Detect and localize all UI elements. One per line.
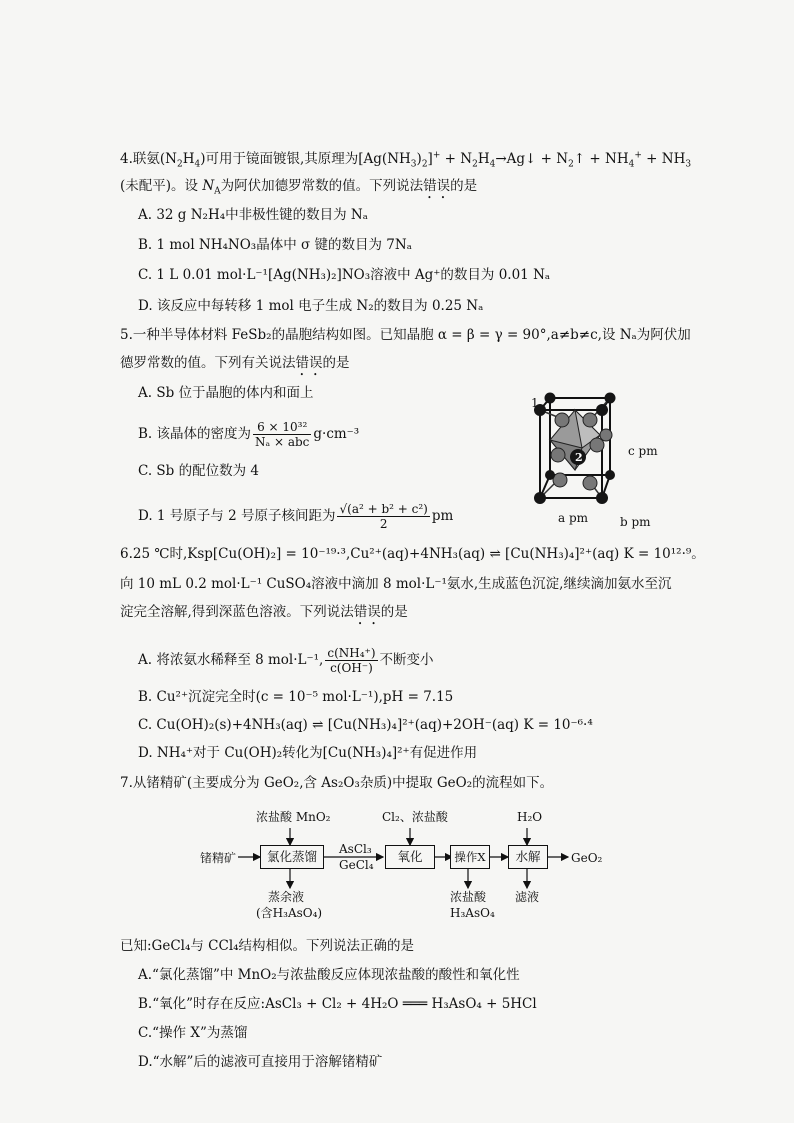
q5-line2-a: 德罗常数的值。下列有关说法 — [120, 355, 296, 371]
q6-option-d: D. NH₄⁺对于 Cu(OH)₂转化为[Cu(NH₃)₄]²⁺有促进作用 — [138, 745, 478, 761]
flow-box-chlorination: 氯化蒸馏 — [260, 845, 324, 869]
flow-out3b: H₃AsO₄ — [450, 906, 495, 920]
q5-emph-word: 错误 — [295, 355, 323, 371]
q4-stem-line1: 4.联氨$(N_2H_4)$可用于镜面镀银,其原理为$[Ag(NH_3)_2]^+$ + $N_2H_4\to Ag↓$ + $N_2↑ + NH_4^+ + NH_3$ — [120, 150, 692, 170]
q7-option-c: C.“操作 X”为蒸馏 — [138, 1025, 248, 1041]
q6-a-den: c(OH⁻) — [330, 661, 373, 675]
flow-box-hydrolysis: 水解 — [508, 845, 548, 869]
q4-line2-b: 为阿伏加德罗常数的值。下列说法 — [220, 178, 424, 194]
q5-option-c: C. Sb 的配位数为 4 — [138, 463, 259, 479]
q6-option-c: C. Cu(OH)₂(s)+4NH₃(aq) ⇌ [Cu(NH₃)₄]²⁺(aq)+2OH⁻(aq) K = 10⁻⁶·⁴ — [138, 717, 593, 733]
q5-d-pre: D. 1 号原子与 2 号原子核间距为 — [138, 508, 336, 524]
q4-stem-line2: (未配平)。设 $N_A$为阿伏加德罗常数的值。下列说法错误的是 — [120, 178, 478, 197]
flow-mid1a: AsCl₃ — [339, 842, 372, 856]
q5-stem-line2 — [120, 354, 350, 379]
q4-option-d: D. 该反应中每转移 1 mol 电子生成 N₂的数目为 0.25 Nₐ — [138, 298, 484, 314]
q5-b-num: 6 × 10³² — [253, 420, 311, 435]
q5-stem-line1: 5.一种半导体材料 FeSb₂的晶胞结构如图。已知晶胞 α = β = γ = 90°,a≠b≠c,设 Nₐ为阿伏加 — [120, 327, 691, 343]
q5-b-pre: B. 该晶体的密度为 — [138, 426, 252, 442]
q5-d-fraction — [337, 502, 429, 531]
q4-stem-a: 4.联氨(N — [120, 151, 177, 167]
q7-option-d: D.“水解”后的滤液可直接用于溶解锗精矿 — [138, 1054, 383, 1070]
q4-stem-d: ↑ + NH — [573, 151, 629, 167]
flow-box-operation-x: 操作X — [450, 845, 490, 869]
q5-option-a: A. Sb 位于晶胞的体内和面上 — [138, 385, 314, 401]
flow-box-oxidation: 氧化 — [385, 845, 435, 869]
q6-line3-c: 的是 — [380, 604, 408, 620]
q4-option-c: C. 1 L 0.01 mol·L⁻¹[Ag(NH₃)₂]NO₃溶液中 Ag⁺的数目为 0.01 Nₐ — [138, 267, 551, 283]
q5-b-fraction — [253, 420, 311, 449]
q6-stem-line1: 6.25 ℃时,Ksp[Cu(OH)₂] = 10⁻¹⁹·³,Cu²⁺(aq)+4NH₃(aq) ⇌ [Cu(NH₃)₄]²⁺(aq) K = 10¹²·⁹。 — [120, 546, 705, 562]
flow-reagent1: 浓盐酸 MnO₂ — [256, 810, 331, 824]
atom-label-2: 2 — [575, 451, 583, 464]
q5-line2-c: 的是 — [322, 355, 350, 371]
atom-label-1: 1 — [531, 396, 539, 410]
q5-b-den: Nₐ × abc — [255, 435, 310, 449]
q4-line2-c: 的是 — [450, 178, 478, 194]
q4-emph-word: 错误 — [423, 178, 451, 194]
q5-option-b — [138, 420, 359, 449]
axis-label-c: c pm — [628, 444, 658, 458]
q5-d-den: 2 — [379, 517, 388, 531]
q7-known: 已知:GeCl₄与 CCl₄结构相似。下列说法正确的是 — [120, 938, 415, 954]
q4-stem-b: H — [182, 151, 195, 167]
q4-stem-c: )可用于镜面镀银,其原理为[Ag(NH — [200, 151, 411, 167]
q6-stem-line3 — [120, 603, 408, 628]
q6-line3-a: 淀完全溶解,得到深蓝色溶液。下列说法 — [120, 604, 354, 620]
flow-product: GeO₂ — [571, 851, 603, 865]
flow-diagram — [200, 800, 620, 925]
crystal-cell-figure — [520, 380, 670, 530]
q4-option-b: B. 1 mol NH₄NO₃晶体中 σ 键的数目为 7Nₐ — [138, 237, 412, 253]
q6-option-a — [138, 646, 434, 675]
q6-option-b: B. Cu²⁺沉淀完全时(c = 10⁻⁵ mol·L⁻¹),pH = 7.15 — [138, 689, 454, 705]
axis-label-b: b pm — [620, 515, 651, 529]
q5-b-post: g·cm⁻³ — [313, 426, 360, 442]
q6-a-fraction — [325, 646, 377, 675]
flow-residue1b: (含H₃AsO₄) — [256, 906, 323, 920]
axis-label-a: a pm — [558, 511, 589, 525]
q5-d-num: √(a² + b² + c²) — [339, 502, 428, 516]
flow-input: 锗精矿 — [200, 851, 237, 865]
q4-option-a: A. 32 g N₂H₄中非极性键的数目为 Nₐ — [138, 207, 368, 223]
q4-line2-a: (未配平)。设 — [120, 178, 203, 194]
q6-a-post: 不断变小 — [379, 652, 434, 668]
q5-d-post: pm — [431, 508, 454, 524]
flow-mid1b: GeCl₄ — [339, 858, 374, 872]
q6-emph-word: 错误 — [353, 604, 381, 620]
q6-a-num: c(NH₄⁺) — [327, 646, 376, 660]
flow-out3a: 浓盐酸 — [450, 890, 487, 904]
flow-reagent2: Cl₂、浓盐酸 — [382, 810, 448, 824]
flow-reagent4: H₂O — [517, 810, 543, 824]
flow-residue1: 蒸余液 — [268, 890, 305, 904]
q7-option-b: B.“氧化”时存在反应:AsCl₃ + Cl₂ + 4H₂O ═══ H₃AsO₄ + 5HCl — [138, 996, 537, 1012]
q6-stem-line2: 向 10 mL 0.2 mol·L⁻¹ CuSO₄溶液中滴加 8 mol·L⁻¹氨水,生成蓝色沉淀,继续滴加氨水至沉 — [120, 576, 672, 592]
q5-option-d — [138, 502, 453, 531]
q6-a-pre: A. 将浓氨水稀释至 8 mol·L⁻¹, — [138, 652, 324, 668]
flow-out4: 滤液 — [515, 890, 540, 904]
q7-option-a: A.“氯化蒸馏”中 MnO₂与浓盐酸反应体现浓盐酸的酸性和氧化性 — [138, 967, 520, 983]
q7-stem: 7.从锗精矿(主要成分为 GeO₂,含 As₂O₃杂质)中提取 GeO₂的流程如下。 — [120, 775, 554, 791]
